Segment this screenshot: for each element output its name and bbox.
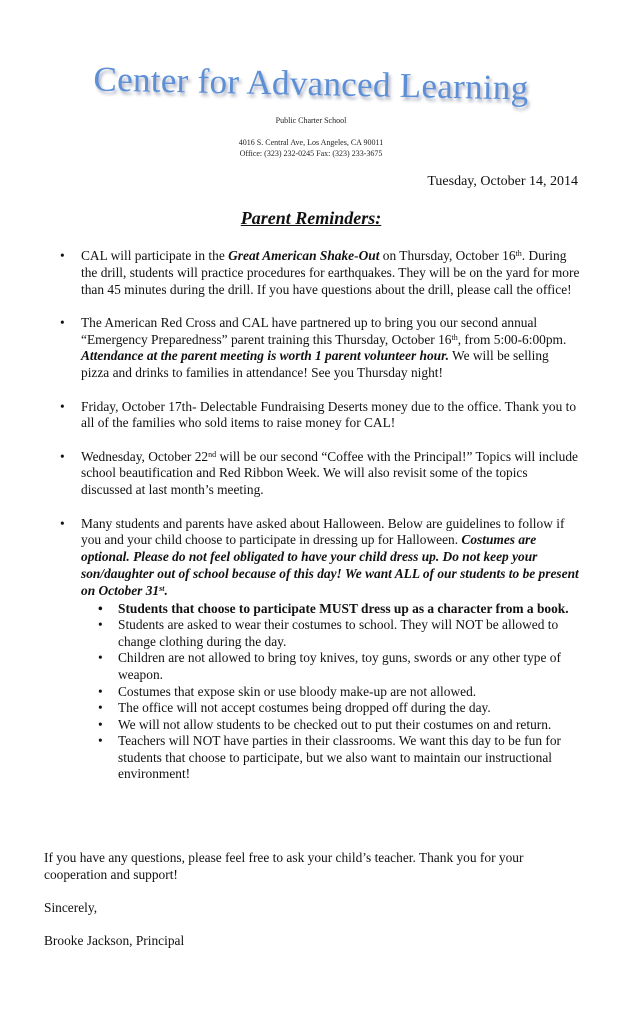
guideline-item: [98, 601, 580, 618]
school-phone: Office: (323) 232-0245 Fax: (323) 233-3675: [239, 149, 383, 158]
guideline-text: Students that choose to participate MUST dress up as a character from a book.: [118, 600, 569, 616]
bullet-icon: •: [98, 650, 103, 666]
bullet-icon: •: [98, 617, 103, 633]
guideline-item: [98, 684, 580, 701]
letter-date: Tuesday, October 14, 2014: [427, 174, 578, 189]
bullet-icon: •: [60, 248, 65, 263]
item-emphasis: Costumes are optional. Please do not feel obligated to have your child dress up. Do not keep your son/daughter out of school because of this day! We want ALL of our students to be present on October 31: [81, 532, 579, 598]
guideline-text: Teachers will NOT have parties in their classrooms. We want this day to be fun for students that choose to participate, but we also want to maintain our instructional environment!: [118, 733, 561, 782]
item-text: will be our second “Coffee with the Principal!” Topics will include school beautification and Red Ribbon Week. We will also revisit some of the topics discussed at last month’s meeting.: [81, 448, 578, 498]
list-item-halloween: [60, 516, 580, 784]
item-text: Wednesday, October 22: [81, 448, 209, 464]
item-superscript: th: [451, 332, 458, 342]
list-item-preparedness: [60, 315, 580, 382]
item-emphasis: Attendance at the parent meeting is worth 1 parent volunteer hour.: [81, 348, 449, 364]
bullet-icon: •: [98, 600, 103, 616]
school-subtitle: Public Charter School: [275, 116, 347, 125]
item-text: The American Red Cross and CAL have partnered up to bring you our second annual “Emergency Preparedness” parent training this Thursday, October 16: [81, 314, 538, 347]
list-item-fundraising: [60, 399, 580, 433]
closing-paragraph: If you have any questions, please feel free to ask your child’s teacher. Thank you for your cooperation and support!: [44, 850, 524, 882]
item-superscript: st: [159, 583, 165, 593]
guideline-item: [98, 733, 580, 783]
guideline-item: [98, 617, 580, 650]
item-superscript: th: [515, 249, 522, 258]
item-text: Friday, October 17th- Delectable Fundraising Deserts money due to the office. Thank you to all of the families who sold items to raise money for CAL!: [81, 398, 577, 431]
item-text: , from 5:00-6:00pm.: [457, 331, 567, 347]
bullet-icon: •: [60, 314, 65, 330]
item-text: Many students and parents have asked about Halloween. Below are guidelines to follow if you and your child choose to participate in dressing up for Halloween.: [81, 515, 565, 548]
guideline-text: The office will not accept costumes being dropped off during the day.: [118, 700, 491, 716]
bullet-icon: •: [60, 448, 65, 464]
guideline-text: Costumes that expose skin or use bloody make-up are not allowed.: [118, 683, 477, 699]
item-superscript: nd: [208, 449, 217, 459]
reminders-list: [60, 248, 580, 800]
school-logo-title: Center for Advanced Learning: [93, 59, 529, 108]
halloween-guidelines-list: [81, 601, 580, 784]
closing-salutation: Sincerely,: [44, 900, 98, 915]
item-text: on Thursday, October 16: [379, 248, 516, 263]
signature: Brooke Jackson, Principal: [44, 933, 185, 948]
page-title: Parent Reminders:: [240, 208, 382, 228]
guideline-text: We will not allow students to be checked out to put their costumes on and return.: [118, 716, 552, 732]
guideline-item: [98, 700, 580, 717]
guideline-item: [98, 717, 580, 734]
item-text: .: [164, 582, 168, 598]
bullet-icon: •: [98, 716, 103, 732]
school-address: 4016 S. Central Ave, Los Angeles, CA 90011: [238, 138, 384, 147]
bullet-icon: •: [60, 515, 65, 531]
item-text: CAL will participate in the: [81, 248, 229, 263]
bullet-icon: •: [60, 398, 65, 414]
bullet-icon: •: [98, 700, 103, 716]
item-text: . During the drill, students will practice procedures for earthquakes. They will be on the yard for more than 45 minutes during the drill. If you have questions about the drill, please call the office!: [81, 248, 580, 297]
item-text: We will be selling pizza and drinks to families in attendance! See you Thursday night!: [81, 348, 549, 381]
list-item-shakeout: [60, 248, 580, 298]
guideline-text: Children are not allowed to bring toy knives, toy guns, swords or any other type of weapon.: [118, 650, 561, 682]
guideline-text: Students are asked to wear their costumes to school. They will NOT be allowed to change clothing during the day.: [118, 617, 559, 649]
guideline-item: [98, 650, 580, 683]
bullet-icon: •: [98, 683, 103, 699]
bullet-icon: •: [98, 733, 103, 749]
list-item-coffee: [60, 449, 580, 499]
item-emphasis: Great American Shake-Out: [228, 248, 380, 263]
